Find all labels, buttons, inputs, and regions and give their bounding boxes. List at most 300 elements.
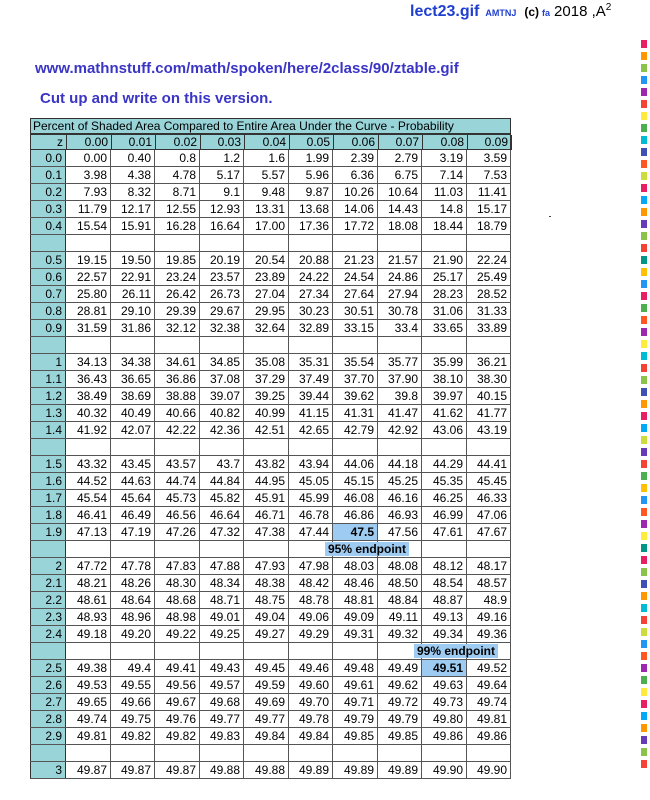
table-cell xyxy=(155,439,200,455)
table-cell: 49.90 xyxy=(422,762,467,778)
endpoint-annotation: 95% endpoint xyxy=(325,542,409,556)
table-cell: 3.59 xyxy=(467,150,511,166)
table-cell: 49.20 xyxy=(111,626,155,642)
color-swatch xyxy=(641,760,647,768)
table-row xyxy=(30,150,511,167)
table-cell: 49.48 xyxy=(333,660,378,676)
z-value-cell: 0.1 xyxy=(30,167,66,183)
table-cell: 43.82 xyxy=(244,456,289,472)
table-cell: 46.99 xyxy=(422,507,467,523)
table-cell xyxy=(111,643,155,659)
table-cell: 49.80 xyxy=(422,711,467,727)
table-cell: 48.84 xyxy=(378,592,422,608)
table-cell: 45.15 xyxy=(333,473,378,489)
table-cell: 46.16 xyxy=(378,490,422,506)
table-cell: 48.42 xyxy=(289,575,333,591)
table-cell: 45.82 xyxy=(200,490,244,506)
table-cell: 49.84 xyxy=(289,728,333,744)
source-url: www.mathnstuff.com/math/spoken/here/2class/90/ztable.gif xyxy=(35,60,459,77)
table-cell: 45.99 xyxy=(289,490,333,506)
table-cell: 49.62 xyxy=(378,677,422,693)
table-cell: 47.13 xyxy=(66,524,111,540)
table-row xyxy=(30,507,511,524)
table-cell: 49.87 xyxy=(66,762,111,778)
table-cell: 22.91 xyxy=(111,269,155,285)
table-cell: 42.36 xyxy=(200,422,244,438)
table-cell xyxy=(289,235,333,251)
table-cell: 47.98 xyxy=(289,558,333,574)
table-row xyxy=(30,218,511,235)
color-swatch xyxy=(641,148,647,156)
table-cell: 48.30 xyxy=(155,575,200,591)
table-cell: 1.2 xyxy=(200,150,244,166)
table-cell xyxy=(111,745,155,761)
table-cell: 8.32 xyxy=(111,184,155,200)
table-row xyxy=(30,728,511,745)
table-cell: 33.65 xyxy=(422,320,467,336)
color-swatch xyxy=(641,100,647,108)
table-cell: 49.31 xyxy=(333,626,378,642)
table-cell: 44.06 xyxy=(333,456,378,472)
table-cell xyxy=(289,745,333,761)
table-cell: 48.38 xyxy=(244,575,289,591)
table-cell: 48.03 xyxy=(333,558,378,574)
color-swatch xyxy=(641,316,647,324)
table-cell: 43.19 xyxy=(467,422,511,438)
table-cell: 24.22 xyxy=(289,269,333,285)
table-cell: 48.50 xyxy=(378,575,422,591)
table-cell: 1.99 xyxy=(289,150,333,166)
table-cell: 49.09 xyxy=(333,609,378,625)
column-header: 0.07 xyxy=(379,135,423,150)
color-swatch xyxy=(641,736,647,744)
color-swatch xyxy=(641,532,647,540)
table-cell xyxy=(289,337,333,353)
table-cell xyxy=(200,337,244,353)
z-value-cell: 1.3 xyxy=(30,405,66,421)
z-value-cell: 2.5 xyxy=(30,660,66,676)
table-cell: 47.06 xyxy=(467,507,511,523)
filename: lect23.gif xyxy=(410,3,480,20)
table-cell: 45.25 xyxy=(378,473,422,489)
table-cell: 17.72 xyxy=(333,218,378,234)
table-row xyxy=(30,388,511,405)
table-cell: 36.21 xyxy=(467,354,511,370)
table-cell: 43.57 xyxy=(155,456,200,472)
z-value-cell: 1.5 xyxy=(30,456,66,472)
table-cell: 19.15 xyxy=(66,252,111,268)
highlighted-cell: 49.51 xyxy=(422,660,467,676)
table-cell xyxy=(155,745,200,761)
table-cell: 45.54 xyxy=(66,490,111,506)
table-cell: 23.24 xyxy=(155,269,200,285)
color-swatch xyxy=(641,76,647,84)
table-cell: 11.41 xyxy=(467,184,511,200)
z-value-cell: 2.4 xyxy=(30,626,66,642)
table-cell: 49.53 xyxy=(66,677,111,693)
color-swatch xyxy=(641,268,647,276)
table-cell: 7.93 xyxy=(66,184,111,200)
table-cell: 34.13 xyxy=(66,354,111,370)
spacer-row xyxy=(30,643,511,660)
table-cell: 47.32 xyxy=(200,524,244,540)
table-cell xyxy=(467,337,511,353)
table-cell: 32.38 xyxy=(200,320,244,336)
table-cell: 49.82 xyxy=(155,728,200,744)
table-cell xyxy=(467,541,511,557)
table-cell: 19.50 xyxy=(111,252,155,268)
table-cell: 9.87 xyxy=(289,184,333,200)
table-cell: 39.62 xyxy=(333,388,378,404)
table-cell: 34.38 xyxy=(111,354,155,370)
table-cell: 4.38 xyxy=(111,167,155,183)
table-row xyxy=(30,405,511,422)
table-cell: 6.75 xyxy=(378,167,422,183)
table-cell: 49.11 xyxy=(378,609,422,625)
table-cell: 44.74 xyxy=(155,473,200,489)
color-swatch xyxy=(641,64,647,72)
color-swatch xyxy=(641,244,647,252)
table-cell: 5.17 xyxy=(200,167,244,183)
table-cell: 14.06 xyxy=(333,201,378,217)
table-row xyxy=(30,286,511,303)
table-cell: 47.56 xyxy=(378,524,422,540)
stray-mark xyxy=(549,216,551,217)
table-cell: 21.90 xyxy=(422,252,467,268)
table-cell: 49.85 xyxy=(378,728,422,744)
table-cell: 47.26 xyxy=(155,524,200,540)
table-cell xyxy=(378,337,422,353)
z-value-cell: 0.3 xyxy=(30,201,66,217)
table-cell: 1.6 xyxy=(244,150,289,166)
table-cell: 9.1 xyxy=(200,184,244,200)
table-cell xyxy=(200,643,244,659)
table-cell xyxy=(422,235,467,251)
table-cell: 29.67 xyxy=(200,303,244,319)
table-cell: 49.25 xyxy=(200,626,244,642)
table-cell: 46.64 xyxy=(200,507,244,523)
z-value-cell xyxy=(30,643,66,659)
table-cell: 35.08 xyxy=(244,354,289,370)
z-value-cell: 0.4 xyxy=(30,218,66,234)
table-cell: 49.64 xyxy=(467,677,511,693)
table-cell: 3.98 xyxy=(66,167,111,183)
color-swatch xyxy=(641,352,647,360)
z-value-cell: 1.2 xyxy=(30,388,66,404)
table-cell: 44.52 xyxy=(66,473,111,489)
table-cell: 13.31 xyxy=(244,201,289,217)
table-cell: 47.38 xyxy=(244,524,289,540)
table-cell: 28.81 xyxy=(66,303,111,319)
highlighted-cell: 47.5 xyxy=(333,524,378,540)
color-swatch xyxy=(641,628,647,636)
table-cell: 47.83 xyxy=(155,558,200,574)
table-cell: 29.10 xyxy=(111,303,155,319)
table-cell: 8.71 xyxy=(155,184,200,200)
spacer-row xyxy=(30,337,511,354)
z-value-cell xyxy=(30,439,66,455)
table-cell: 11.79 xyxy=(66,201,111,217)
table-cell: 49.45 xyxy=(244,660,289,676)
table-cell: 49.49 xyxy=(378,660,422,676)
column-header: 0.00 xyxy=(67,135,112,150)
table-cell: 43.32 xyxy=(66,456,111,472)
table-cell: 43.7 xyxy=(200,456,244,472)
table-cell: 30.23 xyxy=(289,303,333,319)
table-row xyxy=(30,524,511,541)
table-cell: 37.90 xyxy=(378,371,422,387)
table-row xyxy=(30,490,511,507)
endpoint-annotation: 99% endpoint xyxy=(414,644,498,658)
table-cell: 22.24 xyxy=(467,252,511,268)
color-swatch xyxy=(641,748,647,756)
z-value-cell: 2.9 xyxy=(30,728,66,744)
table-cell: 29.39 xyxy=(155,303,200,319)
table-cell: 36.86 xyxy=(155,371,200,387)
color-swatch xyxy=(641,712,647,720)
column-header: 0.08 xyxy=(423,135,468,150)
z-value-cell: 0.0 xyxy=(30,150,66,166)
table-cell: 42.92 xyxy=(378,422,422,438)
table-cell xyxy=(155,337,200,353)
table-cell: 49.57 xyxy=(200,677,244,693)
table-cell: 41.15 xyxy=(289,405,333,421)
table-cell xyxy=(111,337,155,353)
color-swatch xyxy=(641,508,647,516)
table-cell: 6.36 xyxy=(333,167,378,183)
table-cell: 49.38 xyxy=(66,660,111,676)
instruction-note: Cut up and write on this version. xyxy=(40,90,273,107)
z-value-cell: 0.8 xyxy=(30,303,66,319)
color-swatch xyxy=(641,700,647,708)
table-cell: 40.15 xyxy=(467,388,511,404)
table-cell: 49.77 xyxy=(244,711,289,727)
color-swatch xyxy=(641,652,647,660)
table-cell: 31.86 xyxy=(111,320,155,336)
table-cell: 27.64 xyxy=(333,286,378,302)
table-row xyxy=(30,660,511,677)
table-cell: 49.84 xyxy=(244,728,289,744)
table-cell: 49.89 xyxy=(333,762,378,778)
table-cell: 15.17 xyxy=(467,201,511,217)
table-cell: 32.89 xyxy=(289,320,333,336)
table-cell: 45.35 xyxy=(422,473,467,489)
color-swatch xyxy=(641,544,647,552)
table-cell: 49.86 xyxy=(422,728,467,744)
table-cell: 42.51 xyxy=(244,422,289,438)
table-cell: 46.78 xyxy=(289,507,333,523)
table-cell: 46.71 xyxy=(244,507,289,523)
table-cell: 48.21 xyxy=(66,575,111,591)
table-cell: 3.19 xyxy=(422,150,467,166)
table-row xyxy=(30,473,511,490)
table-cell xyxy=(467,235,511,251)
table-cell: 48.54 xyxy=(422,575,467,591)
table-cell: 48.64 xyxy=(111,592,155,608)
table-cell: 49.76 xyxy=(155,711,200,727)
table-cell: 49.89 xyxy=(378,762,422,778)
column-header: 0.02 xyxy=(156,135,201,150)
column-header: 0.06 xyxy=(334,135,379,150)
table-cell xyxy=(200,745,244,761)
table-cell: 46.08 xyxy=(333,490,378,506)
color-swatch xyxy=(641,580,647,588)
color-swatch xyxy=(641,52,647,60)
color-swatch xyxy=(641,220,647,228)
table-cell: 46.49 xyxy=(111,507,155,523)
table-cell: 5.57 xyxy=(244,167,289,183)
table-cell: 49.73 xyxy=(422,694,467,710)
table-cell: 48.68 xyxy=(155,592,200,608)
color-swatch xyxy=(641,520,647,528)
color-swatch xyxy=(641,88,647,96)
table-cell: 40.66 xyxy=(155,405,200,421)
table-row xyxy=(30,711,511,728)
table-cell: 40.49 xyxy=(111,405,155,421)
color-swatch xyxy=(641,472,647,480)
table-cell: 41.92 xyxy=(66,422,111,438)
table-cell xyxy=(155,541,200,557)
color-swatch xyxy=(641,592,647,600)
table-cell: 31.06 xyxy=(422,303,467,319)
table-cell: 33.89 xyxy=(467,320,511,336)
table-cell: 35.77 xyxy=(378,354,422,370)
table-cell: 20.54 xyxy=(244,252,289,268)
table-cell: 47.44 xyxy=(289,524,333,540)
color-swatch xyxy=(641,184,647,192)
table-cell: 48.71 xyxy=(200,592,244,608)
table-cell xyxy=(111,235,155,251)
table-cell: 10.26 xyxy=(333,184,378,200)
table-cell: 35.54 xyxy=(333,354,378,370)
table-cell: 41.47 xyxy=(378,405,422,421)
table-cell: 49.87 xyxy=(111,762,155,778)
color-swatch xyxy=(641,196,647,204)
table-cell xyxy=(333,745,378,761)
year-superscript: 2 xyxy=(605,2,612,13)
table-cell: 48.46 xyxy=(333,575,378,591)
table-cell xyxy=(244,745,289,761)
table-cell: 49.69 xyxy=(244,694,289,710)
table-cell: 12.17 xyxy=(111,201,155,217)
z-value-cell: 0.5 xyxy=(30,252,66,268)
z-value-cell: 0.9 xyxy=(30,320,66,336)
table-cell: 49.74 xyxy=(66,711,111,727)
z-table xyxy=(30,118,511,782)
table-cell: 49.41 xyxy=(155,660,200,676)
column-header: 0.05 xyxy=(290,135,334,150)
table-cell xyxy=(289,643,333,659)
color-swatch xyxy=(641,172,647,180)
table-cell: 42.65 xyxy=(289,422,333,438)
table-cell xyxy=(333,235,378,251)
table-cell: 49.06 xyxy=(289,609,333,625)
table-cell: 39.97 xyxy=(422,388,467,404)
table-cell xyxy=(66,439,111,455)
table-cell: 46.25 xyxy=(422,490,467,506)
color-swatch xyxy=(641,664,647,672)
color-swatch xyxy=(641,436,647,444)
color-swatch xyxy=(641,328,647,336)
table-cell: 49.63 xyxy=(422,677,467,693)
z-value-cell: 1.8 xyxy=(30,507,66,523)
table-cell: 44.18 xyxy=(378,456,422,472)
table-row xyxy=(30,354,511,371)
table-cell: 29.95 xyxy=(244,303,289,319)
z-value-cell: 2.2 xyxy=(30,592,66,608)
initials: fa xyxy=(542,8,551,18)
table-cell: 48.81 xyxy=(333,592,378,608)
author-tag: AMTNJ xyxy=(485,8,517,18)
table-title: Percent of Shaded Area Compared to Entire Area Under the Curve - Probability xyxy=(30,118,511,134)
table-cell: 49.89 xyxy=(289,762,333,778)
table-cell: 40.99 xyxy=(244,405,289,421)
table-cell: 21.57 xyxy=(378,252,422,268)
z-value-cell: 0.6 xyxy=(30,269,66,285)
table-cell: 48.93 xyxy=(66,609,111,625)
table-row xyxy=(30,592,511,609)
color-swatch xyxy=(641,364,647,372)
table-cell: 30.51 xyxy=(333,303,378,319)
table-cell xyxy=(244,541,289,557)
table-cell: 18.08 xyxy=(378,218,422,234)
table-cell: 23.89 xyxy=(244,269,289,285)
spacer-row xyxy=(30,439,511,456)
table-cell: 49.79 xyxy=(378,711,422,727)
table-cell: 48.57 xyxy=(467,575,511,591)
table-cell xyxy=(200,439,244,455)
color-swatch xyxy=(641,724,647,732)
column-header-row xyxy=(30,134,511,150)
table-cell: 42.07 xyxy=(111,422,155,438)
color-swatch xyxy=(641,256,647,264)
table-cell: 48.96 xyxy=(111,609,155,625)
table-cell: 47.67 xyxy=(467,524,511,540)
color-swatch xyxy=(641,160,647,168)
table-cell: 5.96 xyxy=(289,167,333,183)
table-cell xyxy=(66,337,111,353)
table-row xyxy=(30,184,511,201)
table-cell xyxy=(155,643,200,659)
table-cell: 45.64 xyxy=(111,490,155,506)
column-header: 0.04 xyxy=(245,135,290,150)
table-cell: 46.41 xyxy=(66,507,111,523)
table-cell: 38.30 xyxy=(467,371,511,387)
table-cell: 48.08 xyxy=(378,558,422,574)
table-cell xyxy=(422,541,467,557)
table-cell: 7.53 xyxy=(467,167,511,183)
table-row xyxy=(30,422,511,439)
table-cell: 47.78 xyxy=(111,558,155,574)
table-cell: 20.19 xyxy=(200,252,244,268)
table-cell xyxy=(422,745,467,761)
table-cell: 49.04 xyxy=(244,609,289,625)
table-row xyxy=(30,201,511,218)
table-cell: 25.17 xyxy=(422,269,467,285)
table-cell: 49.75 xyxy=(111,711,155,727)
color-swatch xyxy=(641,400,647,408)
color-swatch xyxy=(641,640,647,648)
table-cell: 49.59 xyxy=(244,677,289,693)
table-cell: 47.93 xyxy=(244,558,289,574)
column-header: 0.03 xyxy=(201,135,245,150)
table-cell: 43.06 xyxy=(422,422,467,438)
table-cell xyxy=(378,439,422,455)
table-row xyxy=(30,762,511,779)
table-row xyxy=(30,558,511,575)
table-cell: 0.40 xyxy=(111,150,155,166)
table-cell: 44.29 xyxy=(422,456,467,472)
